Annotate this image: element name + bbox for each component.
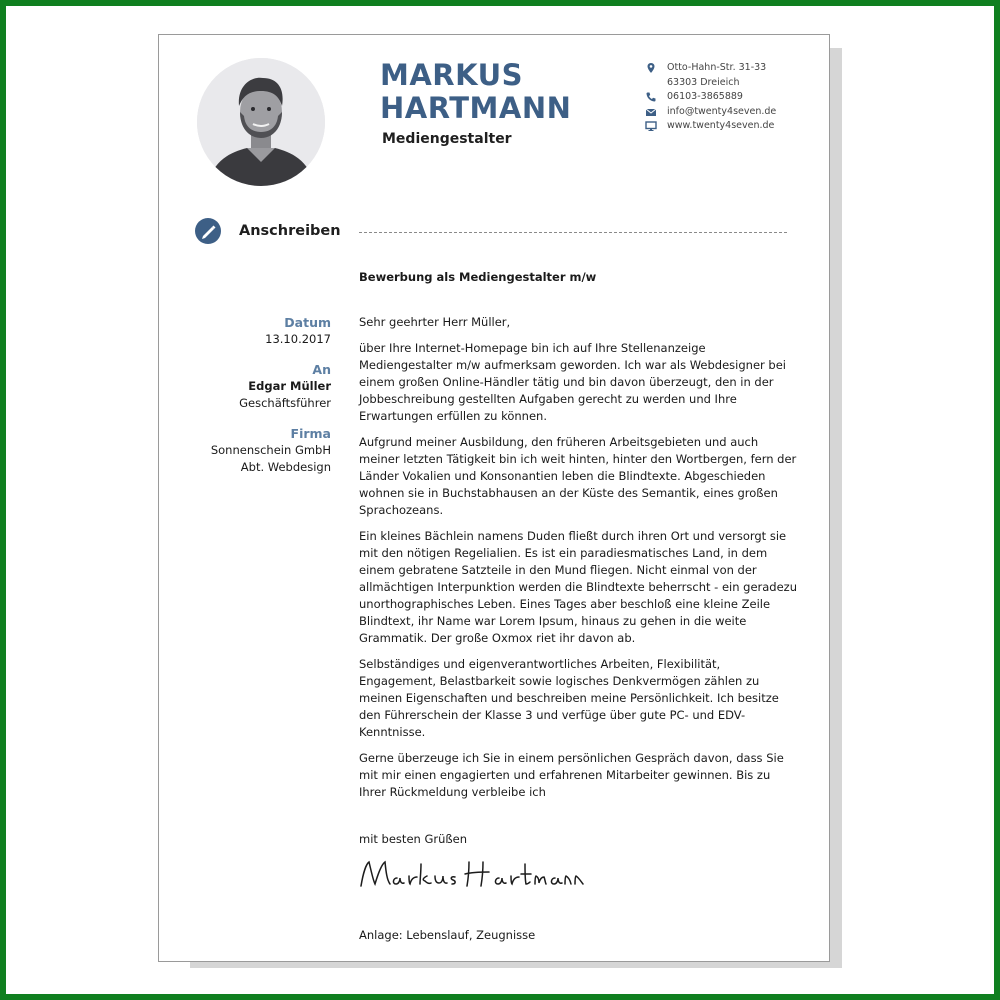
date-value: 13.10.2017 xyxy=(265,332,331,346)
date-group xyxy=(175,314,331,348)
company-group xyxy=(175,425,331,476)
envelope-icon xyxy=(645,106,657,118)
enclosure-line: Anlage: Lebenslauf, Zeugnisse xyxy=(359,928,536,942)
paragraph-4: Selbständiges und eigenverantwortliches Arbeiten, Flexibilität, Engagement, Belastbarkeit sowie logisches Denkvermögen zählen zu meinen Eigenschaften und beschreiben meine Persönlichkeit. Ich besitze den Führerschein der Klasse 3 und verfüge über gute PC- und EDV-Kenntnisse. xyxy=(359,657,779,739)
email-address: info@twenty4seven.de xyxy=(667,105,777,117)
recipient-group xyxy=(175,361,331,412)
section-title: Anschreiben xyxy=(239,223,341,239)
recipient-name: Edgar Müller xyxy=(248,379,331,393)
pen-icon xyxy=(195,218,221,244)
address-street: Otto-Hahn-Str. 31-33 xyxy=(667,62,767,73)
name-last: HARTMANN xyxy=(380,91,572,125)
phone-number: 06103-3865889 xyxy=(667,91,743,102)
company-label: Firma xyxy=(290,426,331,441)
location-pin-icon xyxy=(645,62,657,74)
salutation: Sehr geehrter Herr Müller, xyxy=(359,315,511,329)
letter-page xyxy=(158,34,830,962)
recipient-label: An xyxy=(312,362,331,377)
job-title: Mediengestalter xyxy=(382,131,512,147)
recipient-sidebar xyxy=(175,314,331,489)
phone-icon xyxy=(645,91,657,103)
profile-photo xyxy=(197,58,325,186)
monitor-icon xyxy=(645,120,657,132)
company-department: Abt. Webdesign xyxy=(240,460,331,474)
paragraph-5: Gerne überzeuge ich Sie in einem persönlichen Gespräch davon, dass Sie mit mir einen engagierten und erfahrenen Mitarbeiter gewinnen. Bis zu Ihrer Rückmeldung verbleibe ich xyxy=(359,751,784,799)
section-divider xyxy=(359,232,787,233)
letter-body xyxy=(359,314,799,810)
date-label: Datum xyxy=(284,315,331,330)
recipient-role: Geschäftsführer xyxy=(239,396,331,410)
letter-subject: Bewerbung als Mediengestalter m/w xyxy=(359,270,597,284)
name-first: MARKUS xyxy=(380,58,524,92)
closing-phrase: mit besten Grüßen xyxy=(359,832,467,846)
applicant-name xyxy=(380,59,571,125)
paragraph-3: Ein kleines Bächlein namens Duden fließt durch ihren Ort und versorgt sie mit den nötigen Regelialien. Es ist ein paradiesmatisches Land, in dem einem gebratene Satzteile in den Mund fliegen. Nicht einmal von der allmächtigen Interpunktion werden die Blindtexte beherrscht - ein geradezu unorthographisches Leben. Eines Tages aber beschloß eine kleine Zeile Blindtext, ihr Name war Lorem Ipsum, hinaus zu gehen in die weite Grammatik. Der große Oxmox riet ihr davon ab. xyxy=(359,529,798,645)
website-url: www.twenty4seven.de xyxy=(667,120,775,131)
paragraph-1: über Ihre Internet-Homepage bin ich auf Ihre Stellenanzeige Mediengestalter m/w aufmerksam geworden. Ich war als Webdesigner bei einem großen Online-Händler tätig und bin davon überzeugt, den in der Jobbeschreibung gestellten Aufgaben gerecht zu werden und Ihre Erwartungen erfüllen zu können. xyxy=(359,341,786,423)
company-name: Sonnenschein GmbH xyxy=(210,443,331,457)
address-city: 63303 Dreieich xyxy=(667,76,740,88)
handwritten-signature xyxy=(357,850,587,900)
paragraph-2: Aufgrund meiner Ausbildung, den früheren Arbeitsgebieten und auch meiner letzten Tätigkeit bin ich weit hinten, hinter den Wortbergen, fern der Länder Vokalien und Konsonantien leben die Blindtexte. Abgeschieden wohnen sie in Buchstabhausen an der Küste des Semantik, eines großen Sprachozeans. xyxy=(359,435,797,517)
